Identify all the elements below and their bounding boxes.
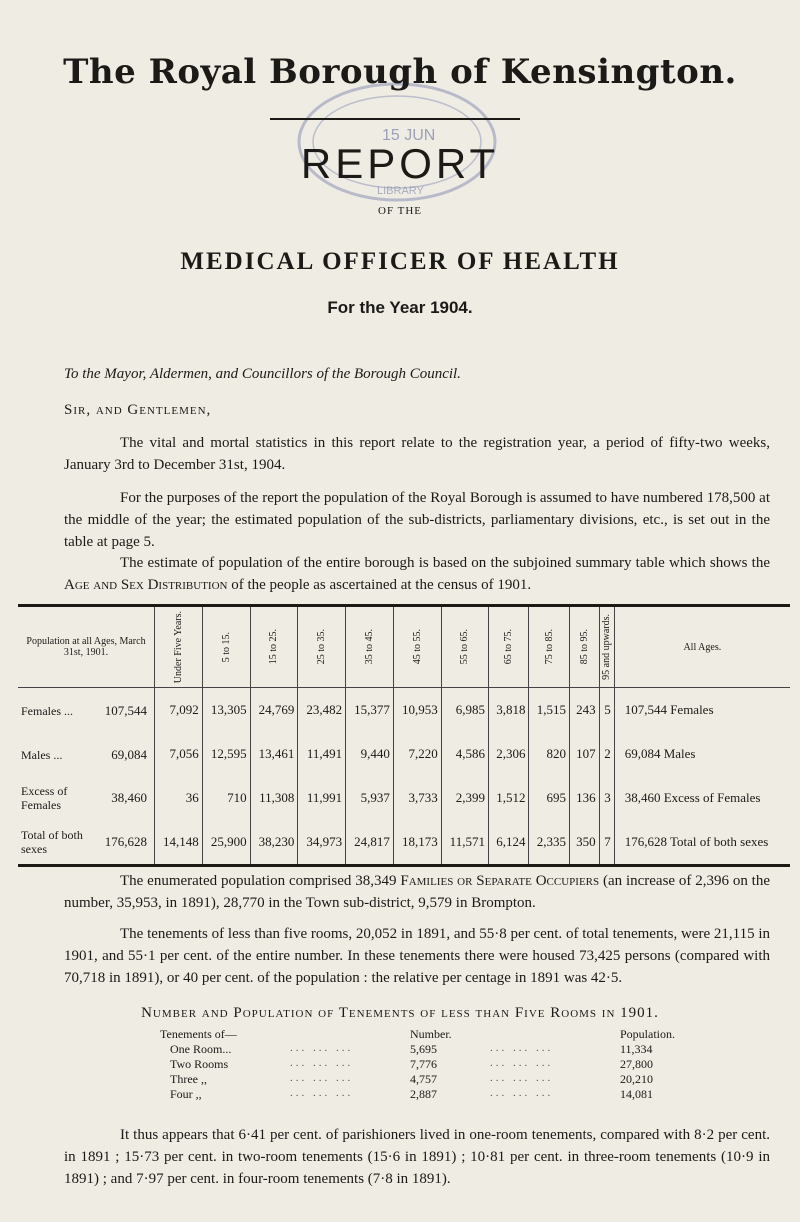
- tenement-population: 11,334: [620, 1042, 653, 1056]
- table-cell: 350: [569, 820, 599, 866]
- header-col-1: [202, 606, 250, 688]
- table-cell: 136: [569, 776, 599, 820]
- tenement-label: Two Rooms: [170, 1057, 229, 1071]
- table-cell: 36: [155, 776, 203, 820]
- header-col-label: 65 to 75.: [503, 629, 515, 665]
- row-total: 107,544: [104, 702, 147, 718]
- paragraph-1: The vital and mortal statistics in this report relate to the registration year, a period of fifty-two weeks, January 3rd to December 31st, 1904.: [64, 435, 770, 473]
- table-cell: 1,515: [529, 688, 570, 733]
- table-cell: 6,985: [441, 688, 488, 733]
- table-cell: 25,900: [202, 820, 250, 866]
- tenements-title: Number and Population of Tenements of less than Five Rooms in 1901.: [141, 1005, 659, 1021]
- table-cell: 11,491: [298, 732, 346, 776]
- head-number: Number.: [410, 1027, 452, 1041]
- paragraph-2: For the purposes of the report the population of the Royal Borough is assumed to have numbered 178,500 at the middle of the year; the estimated population of the sub-districts, parliamentary divisions, etc., is set out in the table at page 5.: [64, 490, 770, 550]
- table-cell: 38,230: [250, 820, 298, 866]
- table-cell: 2: [599, 732, 614, 776]
- all-ages-value: 107,544: [624, 702, 667, 717]
- row-label-cell: [18, 732, 155, 776]
- row-total: 176,628: [104, 834, 147, 849]
- leader-dots: ... ... ...: [490, 1072, 554, 1084]
- paragraph-4-text-a: The enumerated population comprised 38,349: [120, 873, 401, 889]
- header-col-3: [298, 606, 346, 688]
- table-row-males: [18, 732, 790, 776]
- all-ages-cell: [614, 820, 790, 866]
- year-line: For the Year 1904.: [327, 298, 473, 317]
- all-ages-cell: [614, 688, 790, 733]
- paragraph-3-smallcaps: Age and Sex Distribution: [64, 577, 228, 593]
- header-col-label: 75 to 85.: [543, 629, 555, 665]
- row-label: Excess of Females: [21, 784, 68, 812]
- salutation: To the Mayor, Aldermen, and Councillors of the Borough Council.: [64, 366, 461, 382]
- table-cell: 107: [569, 732, 599, 776]
- leader-dots: ... ... ...: [490, 1042, 554, 1054]
- tenement-population: 20,210: [620, 1072, 653, 1086]
- paragraph-4: [64, 870, 770, 914]
- row-label-cell: [18, 688, 155, 733]
- table-cell: 7: [599, 820, 614, 866]
- table-cell: 9,440: [346, 732, 394, 776]
- stamp-word: LIBRARY: [377, 185, 424, 197]
- tenement-number: 2,887: [410, 1087, 437, 1101]
- tenement-number: 5,695: [410, 1042, 437, 1056]
- paragraph-4-smallcaps: Families or Separate Occupiers: [400, 873, 600, 889]
- row-label: Males ...: [21, 747, 63, 762]
- table-cell: 23,482: [298, 688, 346, 733]
- header-col-label: 95 and upwards.: [601, 614, 613, 680]
- leader-dots: ... ... ...: [490, 1087, 554, 1099]
- header-col-label: 5 to 15.: [220, 631, 232, 663]
- head-population: Population.: [620, 1027, 676, 1041]
- table-cell: 3,818: [488, 688, 529, 733]
- table-cell: 2,335: [529, 820, 570, 866]
- head-tenements-of: Tenements of—: [160, 1027, 237, 1041]
- tenement-label: Four ,,: [170, 1087, 202, 1101]
- title-rule: [270, 118, 520, 120]
- list-item: [170, 1057, 720, 1072]
- stamp-date: 15 JUN: [382, 127, 436, 144]
- table-cell: 3,733: [393, 776, 441, 820]
- header-col-10: [599, 606, 614, 688]
- table-cell: 4,586: [441, 732, 488, 776]
- paragraph-6: It thus appears that 6·41 per cent. of parishioners lived in one-room tenements, compared with 8·2 per cent. in 1891 ; 15·73 per cent. in two-room tenements (15·6 in 1891) ; 10·81 per cent. in three-room tenements (10·9 in 1891) ; and 7·97 per cent. in four-room tenements (7·8 in 1891).: [64, 1127, 770, 1187]
- tenement-number: 4,757: [410, 1072, 437, 1086]
- header-col-label: 35 to 45.: [364, 629, 376, 665]
- table-cell: 1,512: [488, 776, 529, 820]
- paragraph-5: The tenements of less than five rooms, 20,052 in 1891, and 55·8 per cent. of total tenements, were 21,115 in 1901, and 55·1 per cent. of the entire number. In these tenements there were housed 73,425 persons (compared with 70,718 in 1891), or 40 per cent. of the population : the relative per centage in 1891 was 42·5.: [64, 926, 770, 986]
- table-cell: 24,769: [250, 688, 298, 733]
- table-cell: 18,173: [393, 820, 441, 866]
- row-label-cell: [18, 776, 155, 820]
- subject-heading: MEDICAL OFFICER OF HEALTH: [180, 248, 620, 275]
- table-cell: 695: [529, 776, 570, 820]
- header-col-label: 55 to 65.: [459, 629, 471, 665]
- table-cell: 2,306: [488, 732, 529, 776]
- all-ages-value: 38,460: [624, 790, 661, 805]
- header-col-label: 25 to 35.: [316, 629, 328, 665]
- table-cell: 10,953: [393, 688, 441, 733]
- row-total: 69,084: [111, 746, 147, 762]
- header-col-0: [155, 606, 203, 688]
- header-col-7: [488, 606, 529, 688]
- table-cell: 11,571: [441, 820, 488, 866]
- table-cell: 5,937: [346, 776, 394, 820]
- tenement-population: 27,800: [620, 1057, 653, 1071]
- population-table-header: [18, 606, 790, 688]
- paragraph-3: [64, 552, 770, 596]
- tenements-header: [160, 1027, 720, 1042]
- table-cell: 7,092: [155, 688, 203, 733]
- table-cell: 11,991: [298, 776, 346, 820]
- row-label-cell: [18, 820, 155, 866]
- all-ages-value: 176,628: [624, 834, 667, 849]
- report-heading: REPORT: [300, 140, 500, 187]
- table-cell: 5: [599, 688, 614, 733]
- population-table: [18, 604, 790, 867]
- all-ages-cell: [614, 732, 790, 776]
- leader-dots: ... ... ...: [490, 1057, 554, 1069]
- tenements-table: [160, 1027, 720, 1102]
- header-col-8: [529, 606, 570, 688]
- header-col-label: Under Five Years.: [172, 610, 184, 684]
- table-cell: 6,124: [488, 820, 529, 866]
- paragraph-4-text-b: (an increase of 2,396 on the number, 35,953, in 1891), 28,770 in the Town sub-district, 9,579 in Brompton.: [64, 873, 770, 911]
- leader-dots: ... ... ...: [290, 1072, 354, 1084]
- paragraph-3-text-a: The estimate of population of the entire borough is based on the subjoined summary table which shows the: [120, 555, 770, 571]
- header-col-2: [250, 606, 298, 688]
- header-col-4: [346, 606, 394, 688]
- table-cell: 14,148: [155, 820, 203, 866]
- table-row-total-both-sexes: [18, 820, 790, 866]
- table-cell: 3: [599, 776, 614, 820]
- tenement-label: Three ,,: [170, 1072, 207, 1086]
- table-cell: 13,461: [250, 732, 298, 776]
- header-all-ages: All Ages.: [614, 606, 790, 688]
- table-cell: 710: [202, 776, 250, 820]
- of-the-line: OF THE: [378, 205, 422, 217]
- table-cell: 24,817: [346, 820, 394, 866]
- list-item: [170, 1087, 720, 1102]
- table-cell: 13,305: [202, 688, 250, 733]
- all-ages-cell: [614, 776, 790, 820]
- leader-dots: ... ... ...: [290, 1042, 354, 1054]
- table-cell: 7,056: [155, 732, 203, 776]
- table-cell: 243: [569, 688, 599, 733]
- paragraph-3-text-b: of the people as ascertained at the census of 1901.: [227, 577, 532, 593]
- tenement-number: 7,776: [410, 1057, 437, 1071]
- leader-dots: ... ... ...: [290, 1057, 354, 1069]
- header-col-6: [441, 606, 488, 688]
- header-population-at-all-ages: Population at all Ages, March 31st, 1901.: [18, 606, 155, 688]
- table-row-females: [18, 688, 790, 733]
- row-label: Females ...: [21, 703, 73, 718]
- all-ages-value: 69,084: [624, 746, 661, 761]
- header-col-5: [393, 606, 441, 688]
- table-cell: 7,220: [393, 732, 441, 776]
- list-item: [170, 1042, 720, 1057]
- header-col-label: 15 to 25.: [268, 629, 280, 665]
- table-cell: 15,377: [346, 688, 394, 733]
- table-cell: 2,399: [441, 776, 488, 820]
- table-cell: 11,308: [250, 776, 298, 820]
- all-ages-label: Females: [670, 702, 714, 717]
- header-col-label: 85 to 95.: [578, 629, 590, 665]
- row-total: 38,460: [111, 790, 147, 805]
- list-item: [170, 1072, 720, 1087]
- table-row-excess-of-females: [18, 776, 790, 820]
- leader-dots: ... ... ...: [290, 1087, 354, 1099]
- document-title: The Royal Borough of Kensington.: [63, 52, 737, 92]
- table-cell: 34,973: [298, 820, 346, 866]
- all-ages-label: Total of both sexes: [669, 834, 769, 849]
- tenement-label: One Room...: [170, 1042, 232, 1056]
- table-cell: 820: [529, 732, 570, 776]
- tenement-population: 14,081: [620, 1087, 653, 1101]
- row-label: Total of both sexes: [21, 828, 83, 856]
- all-ages-label: Males: [663, 746, 696, 761]
- all-ages-label: Excess of Females: [663, 790, 761, 805]
- table-cell: 12,595: [202, 732, 250, 776]
- header-col-9: [569, 606, 599, 688]
- greeting: Sir, and Gentlemen,: [64, 402, 212, 418]
- header-col-label: 45 to 55.: [411, 629, 423, 665]
